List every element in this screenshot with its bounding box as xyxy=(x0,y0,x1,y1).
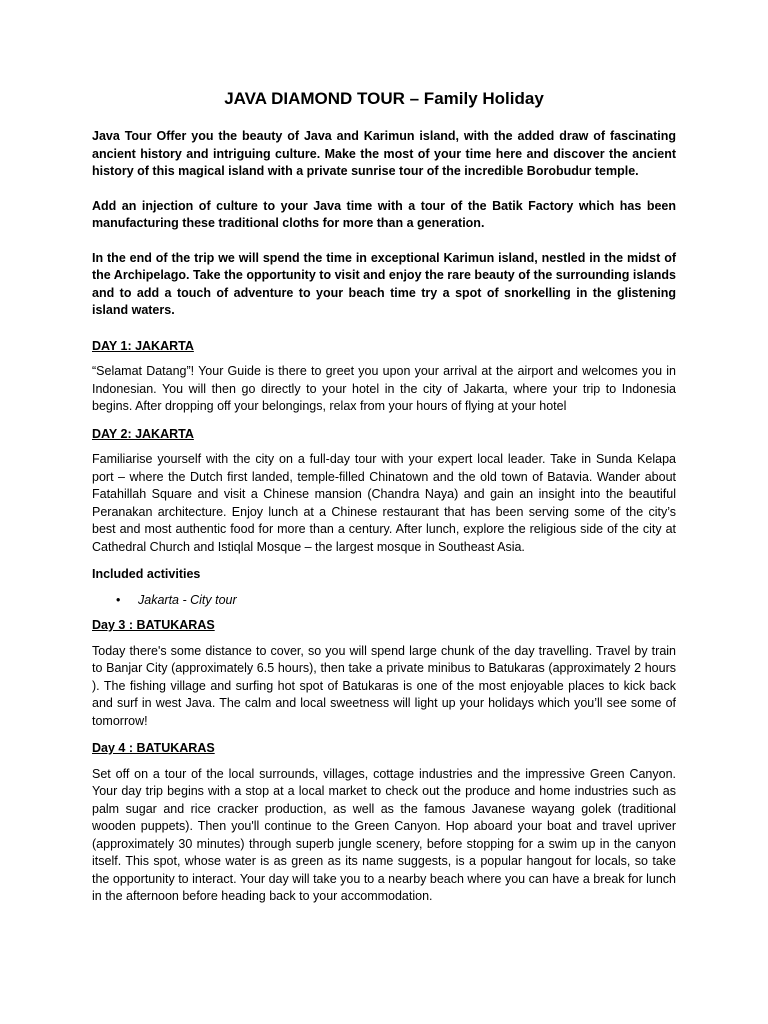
page-title: JAVA DIAMOND TOUR – Family Holiday xyxy=(224,89,544,108)
activity-list xyxy=(92,592,676,610)
day-4-heading: Day 4 : BATUKARAS xyxy=(92,741,215,755)
intro-paragraph: Java Tour Offer you the beauty of Java and Karimun island, with the added draw of fascinating ancient history and intriguing culture. Make the most of your time here and discover the ancient history of this magical island with a private sunrise tour of the incredible Borobudur temple. xyxy=(92,129,676,178)
intro-paragraph: Add an injection of culture to your Java time with a tour of the Batik Factory which has been manufacturing these traditional cloths for more than a generation. xyxy=(92,198,676,230)
day-1-text: “Selamat Datang”! Your Guide is there to greet you upon your arrival at the airport and welcomes you in Indonesian. You will then go directly to your hotel in the city of Jakarta, where your trip to Indonesia begins. After dropping off your belongings, relax from your hours of flying at your hotel xyxy=(92,364,676,413)
day-4-text: Set off on a tour of the local surrounds, villages, cottage industries and the impressive Green Canyon. Your day trip begins with a stop at a local market to check out the produce and home industries such as palm sugar and rice cracker production, as well as the famous Javanese wayang golek (traditional wooden puppets). Then you'll continue to the Green Canyon. Hop aboard your boat and travel upriver (approximately 30 minutes) through superb jungle scenery, before stopping for a swim up in the canyon itself. This spot, whose water is as green as its name suggests, is a popular hangout for locals, so take the opportunity to interact. Your day will take you to a nearby beach where you can have a break for lunch in the afternoon before heading back to your accommodation. xyxy=(92,766,676,903)
day-1-heading: DAY 1: JAKARTA xyxy=(92,338,194,353)
day-2-heading: DAY 2: JAKARTA xyxy=(92,426,194,441)
day-3-heading: Day 3 : BATUKARAS xyxy=(92,618,215,632)
intro-paragraph: In the end of the trip we will spend the time in exceptional Karimun island, nestled in the midst of the Archipelago. Take the opportunity to visit and enjoy the rare beauty of the surrounding islands and to add a touch of adventure to your beach time try a spot of snorkelling in the glistening island waters. xyxy=(92,250,676,317)
day-2-text: Familiarise yourself with the city on a full-day tour with your expert local leader. Take in Sunda Kelapa port – where the Dutch first landed, temple-filled Chinatown and the old town of Batavia. Wander about Fatahillah Square and visit a Chinese mansion (Chandra Naya) and gain an insight into the beautiful Peranakan architecture. Enjoy lunch at a Chinese restaurant that has been serving some of the city’s best and most authentic food for more than a century. After lunch, explore the religious side of the city at Cathedral Church and Istiqlal Mosque – the largest mosque in Southeast Asia. xyxy=(92,452,676,554)
day-3-text: Today there's some distance to cover, so you will spend large chunk of the day travelling. Travel by train to Banjar City (approximately 6.5 hours), then take a private minibus to Batukaras (approximately 2 hours ). The fishing village and surfing hot spot of Batukaras is one of the most enjoyable places to kick back and surf in west Java. The calm and local sweetness will light up your holidays which you’ll see some of tomorrow! xyxy=(92,643,676,728)
bullet-icon: • xyxy=(116,592,121,607)
activity-label: Jakarta - City tour xyxy=(138,592,237,607)
included-activities-label: Included activities xyxy=(92,567,201,581)
list-item xyxy=(116,592,676,610)
